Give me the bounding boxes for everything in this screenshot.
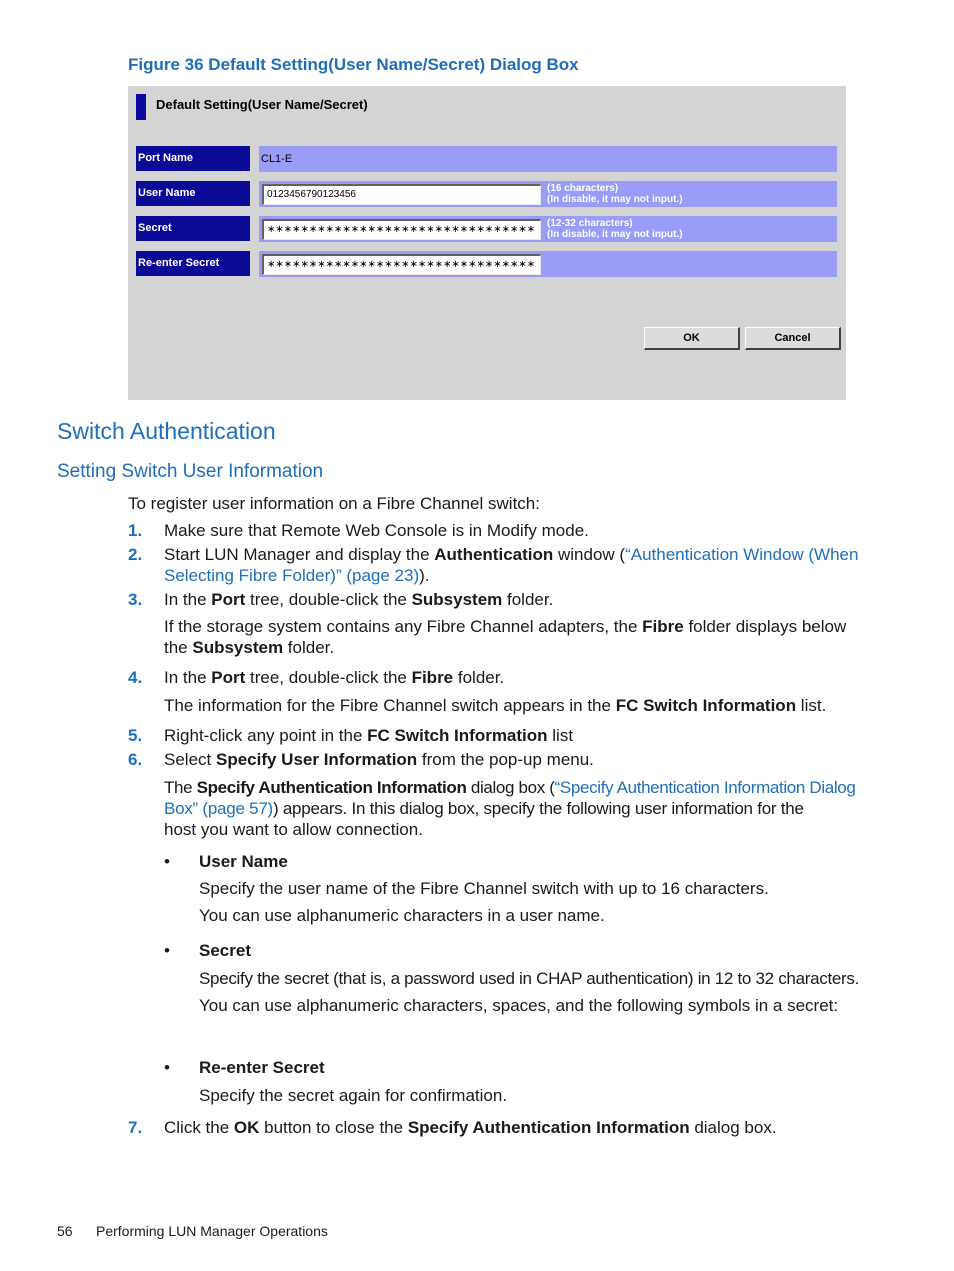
step-5-post: list xyxy=(547,726,574,745)
bullet-user-name-line1: Specify the user name of the Fibre Channel switch with up to 16 characters. xyxy=(199,879,769,898)
secret-hint xyxy=(547,218,683,240)
secret-hint-disable: (In disable, it may not input.) xyxy=(547,229,683,240)
secret-row xyxy=(259,216,837,242)
step-6-note-line2-post: ) appears. In this dialog box, specify the following user information for the xyxy=(272,799,804,818)
step-7-bold-dialog: Specify Authentication Information xyxy=(407,1118,690,1137)
step-3-note-pre: If the storage system contains any Fibre Channel adapters, the xyxy=(164,617,643,636)
bullet-secret-mark: • xyxy=(164,941,170,960)
step-4-note-bold: FC Switch Information xyxy=(615,696,797,715)
user-name-row xyxy=(259,181,837,207)
step-2-text xyxy=(164,544,858,565)
authentication-window-link[interactable]: “Authentication Window (When xyxy=(625,545,859,564)
bullet-user-name-mark: • xyxy=(164,852,170,871)
step-5-pre: Right-click any point in the xyxy=(164,726,368,745)
reenter-secret-label: Re-enter Secret xyxy=(136,251,250,276)
step-6-note-pre: The xyxy=(164,778,197,797)
step-4-text xyxy=(164,667,504,688)
step-3-number: 3. xyxy=(128,590,143,609)
step-3-note xyxy=(164,616,846,637)
step-3-bold-port: Port xyxy=(211,590,246,609)
step-7-pre: Click the xyxy=(164,1118,234,1137)
secret-input[interactable]: ∗∗∗∗∗∗∗∗∗∗∗∗∗∗∗∗∗∗∗∗∗∗∗∗∗∗∗∗∗∗∗∗ xyxy=(262,219,541,240)
step-4-note-post: list. xyxy=(796,696,827,715)
step-4-bold-fibre: Fibre xyxy=(411,668,454,687)
step-6-note-bold: Specify Authentication Information xyxy=(196,778,467,797)
step-3-note-bold: Fibre xyxy=(642,617,684,636)
bullet-secret-title: Secret xyxy=(199,941,251,960)
step-4-number: 4. xyxy=(128,668,143,687)
step-2-post: ). xyxy=(419,566,430,585)
bullet-user-name-title: User Name xyxy=(199,852,288,871)
step-3-post: folder. xyxy=(502,590,554,609)
step-6-post: from the pop-up menu. xyxy=(417,750,594,769)
step-3-bold-subsystem: Subsystem xyxy=(411,590,503,609)
step-4-note-pre: The information for the Fibre Channel switch appears in the xyxy=(164,696,616,715)
reenter-secret-row xyxy=(259,251,837,277)
user-name-label: User Name xyxy=(136,181,250,206)
step-3-note2-bold: Subsystem xyxy=(192,638,284,657)
step-7-text xyxy=(164,1117,777,1138)
specify-auth-dialog-link-cont[interactable]: Box” (page 57) xyxy=(164,799,273,818)
section-heading: Switch Authentication xyxy=(57,418,276,444)
step-3-pre: In the xyxy=(164,590,212,609)
step-6-number: 6. xyxy=(128,750,143,769)
footer-section-title: Performing LUN Manager Operations xyxy=(96,1223,328,1239)
step-4-bold-port: Port xyxy=(211,668,246,687)
step-6-note-line1 xyxy=(164,777,855,798)
port-name-row xyxy=(259,146,837,172)
reenter-secret-input[interactable]: ∗∗∗∗∗∗∗∗∗∗∗∗∗∗∗∗∗∗∗∗∗∗∗∗∗∗∗∗∗∗∗∗ xyxy=(262,254,541,275)
specify-auth-dialog-link[interactable]: “Specify Authentication Information Dialog xyxy=(554,778,856,797)
ok-button[interactable]: OK xyxy=(644,327,740,350)
step-6-note-line2 xyxy=(164,798,804,819)
step-7-post: dialog box. xyxy=(689,1118,777,1137)
step-3-text xyxy=(164,589,553,610)
bullet-user-name-line2: You can use alphanumeric characters in a user name. xyxy=(199,906,605,925)
user-name-hint-disable: (In disable, it may not input.) xyxy=(547,194,683,205)
step-2-pre: Start LUN Manager and display the xyxy=(164,545,435,564)
step-7-number: 7. xyxy=(128,1118,143,1137)
dialog-title: Default Setting(User Name/Secret) xyxy=(156,97,368,112)
step-5-text xyxy=(164,725,573,746)
step-2-text-cont xyxy=(164,565,430,586)
intro-text: To register user information on a Fibre Channel switch: xyxy=(128,494,540,513)
step-6-pre: Select xyxy=(164,750,216,769)
section-subheading: Setting Switch User Information xyxy=(57,461,324,482)
step-1-text: Make sure that Remote Web Console is in Modify mode. xyxy=(164,521,589,540)
user-name-hint xyxy=(547,183,683,205)
secret-hint-length: (12-32 characters) xyxy=(547,218,633,229)
bullet-reenter-title: Re-enter Secret xyxy=(199,1058,325,1077)
step-5-bold: FC Switch Information xyxy=(367,726,548,745)
default-setting-dialog xyxy=(128,86,846,400)
bullet-secret-line1: Specify the secret (that is, a password used in CHAP authentication) in 12 to 32 characters. xyxy=(199,969,860,988)
figure-caption: Figure 36 Default Setting(User Name/Secret) Dialog Box xyxy=(128,55,579,74)
bullet-reenter-line1: Specify the secret again for confirmation. xyxy=(199,1086,508,1105)
step-4-pre: In the xyxy=(164,668,212,687)
step-6-note-line3: host you want to allow connection. xyxy=(164,820,423,839)
step-3-note-mid: folder displays below xyxy=(683,617,847,636)
secret-label: Secret xyxy=(136,216,250,241)
bullet-secret-line2: You can use alphanumeric characters, spaces, and the following symbols in a secret: xyxy=(199,996,839,1015)
user-name-input[interactable]: 0123456790123456 xyxy=(262,184,541,205)
user-name-hint-length: (16 characters) xyxy=(547,183,619,194)
step-7-bold-ok: OK xyxy=(233,1118,260,1137)
step-3-note2-post: folder. xyxy=(283,638,335,657)
step-6-note-mid: dialog box ( xyxy=(466,778,555,797)
step-4-mid: tree, double-click the xyxy=(245,668,412,687)
dialog-title-marker xyxy=(136,94,146,120)
cancel-button[interactable]: Cancel xyxy=(745,327,841,350)
port-name-label: Port Name xyxy=(136,146,250,171)
step-3-note-cont xyxy=(164,637,334,658)
step-6-bold: Specify User Information xyxy=(215,750,418,769)
step-4-post: folder. xyxy=(453,668,505,687)
step-2-mid: window ( xyxy=(553,545,626,564)
step-5-number: 5. xyxy=(128,726,143,745)
step-7-mid: button to close the xyxy=(259,1118,408,1137)
port-name-value: CL1-E xyxy=(261,153,293,165)
step-1-number: 1. xyxy=(128,521,143,540)
step-4-note xyxy=(164,695,826,716)
step-3-mid: tree, double-click the xyxy=(245,590,412,609)
authentication-window-link-cont[interactable]: Selecting Fibre Folder)” (page 23) xyxy=(164,566,420,585)
step-2-bold: Authentication xyxy=(434,545,554,564)
page-number: 56 xyxy=(57,1223,73,1239)
step-3-note2-pre: the xyxy=(164,638,193,657)
bullet-reenter-mark: • xyxy=(164,1058,170,1077)
step-6-text xyxy=(164,749,594,770)
step-2-number: 2. xyxy=(128,545,143,564)
